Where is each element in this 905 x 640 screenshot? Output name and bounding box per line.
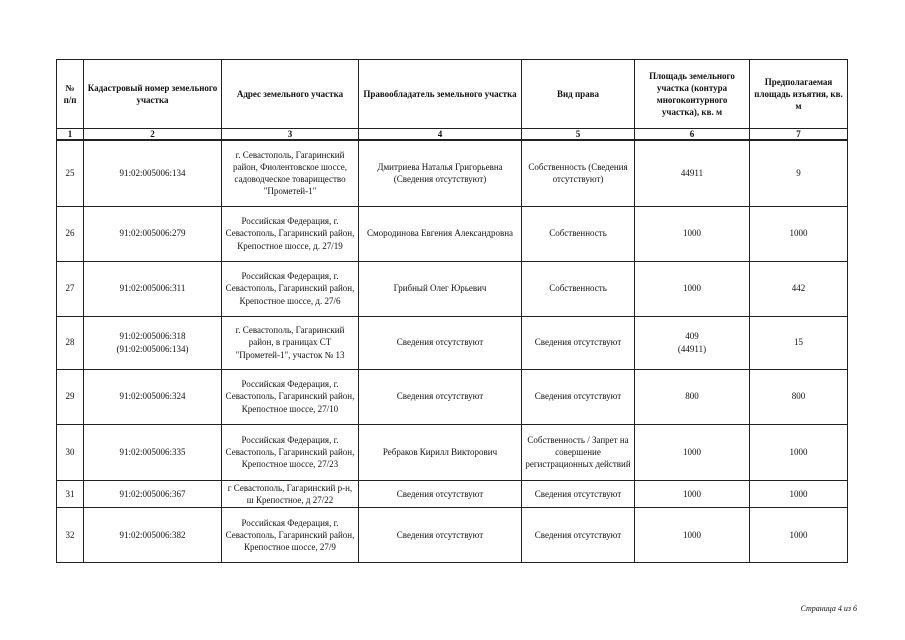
cadastral-number: 91:02:005006:367 — [84, 480, 222, 507]
header-plot-area: Площадь земельного участка (контура многоконтурного участка), кв. м — [635, 60, 750, 129]
header-cadastral-number: Кадастровый номер земельного участка — [84, 60, 222, 129]
plot-area: 409 (44911) — [635, 316, 750, 369]
plot-address: г. Севастополь, Гагаринский район, Фиолентовское шоссе, садоводческое товарищество "Прометей-1" — [222, 140, 359, 206]
column-number: 1 — [57, 129, 84, 141]
row-number: 30 — [57, 424, 84, 480]
right-type: Сведения отсутствуют — [522, 507, 635, 562]
right-type: Сведения отсутствуют — [522, 369, 635, 424]
row-number: 27 — [57, 261, 84, 316]
plot-owner: Сведения отсутствуют — [359, 480, 522, 507]
plot-area: 1000 — [635, 507, 750, 562]
plot-area: 1000 — [635, 480, 750, 507]
plot-owner: Грибный Олег Юрьевич — [359, 261, 522, 316]
column-number: 2 — [84, 129, 222, 141]
row-number: 31 — [57, 480, 84, 507]
table-row — [57, 369, 848, 424]
header-number: № п/п — [57, 60, 84, 129]
column-number: 3 — [222, 129, 359, 141]
row-number: 25 — [57, 140, 84, 206]
plot-owner: Сведения отсутствуют — [359, 507, 522, 562]
plot-address: Российская Федерация, г. Севастополь, Гагаринский район, Крепостное шоссе, д. 27/19 — [222, 206, 359, 261]
header-right-type: Вид права — [522, 60, 635, 129]
plot-area: 800 — [635, 369, 750, 424]
plot-area: 1000 — [635, 206, 750, 261]
plot-address: г Севастополь, Гагаринский р-н, ш Крепостное, д 27/22 — [222, 480, 359, 507]
right-type: Сведения отсутствуют — [522, 480, 635, 507]
plot-address: г. Севастополь, Гагаринский район, в границах СТ "Прометей-1", участок № 13 — [222, 316, 359, 369]
withdrawal-area: 9 — [750, 140, 848, 206]
plot-address: Российская Федерация, г. Севастополь, Гагаринский район, Крепостное шоссе, 27/23 — [222, 424, 359, 480]
withdrawal-area: 1000 — [750, 507, 848, 562]
table-row — [57, 316, 848, 369]
row-number: 28 — [57, 316, 84, 369]
cadastral-number: 91:02:005006:279 — [84, 206, 222, 261]
table-row — [57, 507, 848, 562]
row-number: 29 — [57, 369, 84, 424]
page-footer: Страница 4 из 6 — [800, 604, 857, 613]
right-type: Сведения отсутствуют — [522, 316, 635, 369]
plot-owner: Дмитриева Наталья Григорьевна (Сведения отсутствуют) — [359, 140, 522, 206]
withdrawal-area: 1000 — [750, 206, 848, 261]
table-row — [57, 206, 848, 261]
cadastral-number: 91:02:005006:318 (91:02:005006:134) — [84, 316, 222, 369]
header-address: Адрес земельного участка — [222, 60, 359, 129]
right-type: Собственность — [522, 261, 635, 316]
column-number: 4 — [359, 129, 522, 141]
withdrawal-area: 1000 — [750, 480, 848, 507]
column-number: 5 — [522, 129, 635, 141]
table-row — [57, 480, 848, 507]
plot-owner: Смородинова Евгения Александровна — [359, 206, 522, 261]
plot-owner: Ребраков Кирилл Викторович — [359, 424, 522, 480]
withdrawal-area: 1000 — [750, 424, 848, 480]
land-plots-table — [56, 59, 848, 563]
plot-area: 1000 — [635, 261, 750, 316]
withdrawal-area: 15 — [750, 316, 848, 369]
header-owner: Правообладатель земельного участка — [359, 60, 522, 129]
column-number: 6 — [635, 129, 750, 141]
cadastral-number: 91:02:005006:382 — [84, 507, 222, 562]
cadastral-number: 91:02:005006:335 — [84, 424, 222, 480]
plot-area: 44911 — [635, 140, 750, 206]
column-number: 7 — [750, 129, 848, 141]
cadastral-number: 91:02:005006:324 — [84, 369, 222, 424]
plot-area: 1000 — [635, 424, 750, 480]
plot-address: Российская Федерация, г. Севастополь, Гагаринский район, Крепостное шоссе, 27/10 — [222, 369, 359, 424]
plot-address: Российская Федерация, г. Севастополь, Гагаринский район, Крепостное шоссе, д. 27/6 — [222, 261, 359, 316]
table-row — [57, 261, 848, 316]
plot-owner: Сведения отсутствуют — [359, 369, 522, 424]
right-type: Собственность (Сведения отсутствуют) — [522, 140, 635, 206]
row-number: 32 — [57, 507, 84, 562]
cadastral-number: 91:02:005006:134 — [84, 140, 222, 206]
plot-owner: Сведения отсутствуют — [359, 316, 522, 369]
column-number-row — [57, 129, 848, 141]
table-row — [57, 140, 848, 206]
table-header-row — [57, 60, 848, 129]
plot-address: Российская Федерация, г. Севастополь, Гагаринский район, Крепостное шоссе, 27/9 — [222, 507, 359, 562]
withdrawal-area: 800 — [750, 369, 848, 424]
withdrawal-area: 442 — [750, 261, 848, 316]
header-withdrawal-area: Предполагаемая площадь изъятия, кв. м — [750, 60, 848, 129]
right-type: Собственность — [522, 206, 635, 261]
row-number: 26 — [57, 206, 84, 261]
table-row — [57, 424, 848, 480]
cadastral-number: 91:02:005006:311 — [84, 261, 222, 316]
right-type: Собственность / Запрет на совершение регистрационных действий — [522, 424, 635, 480]
